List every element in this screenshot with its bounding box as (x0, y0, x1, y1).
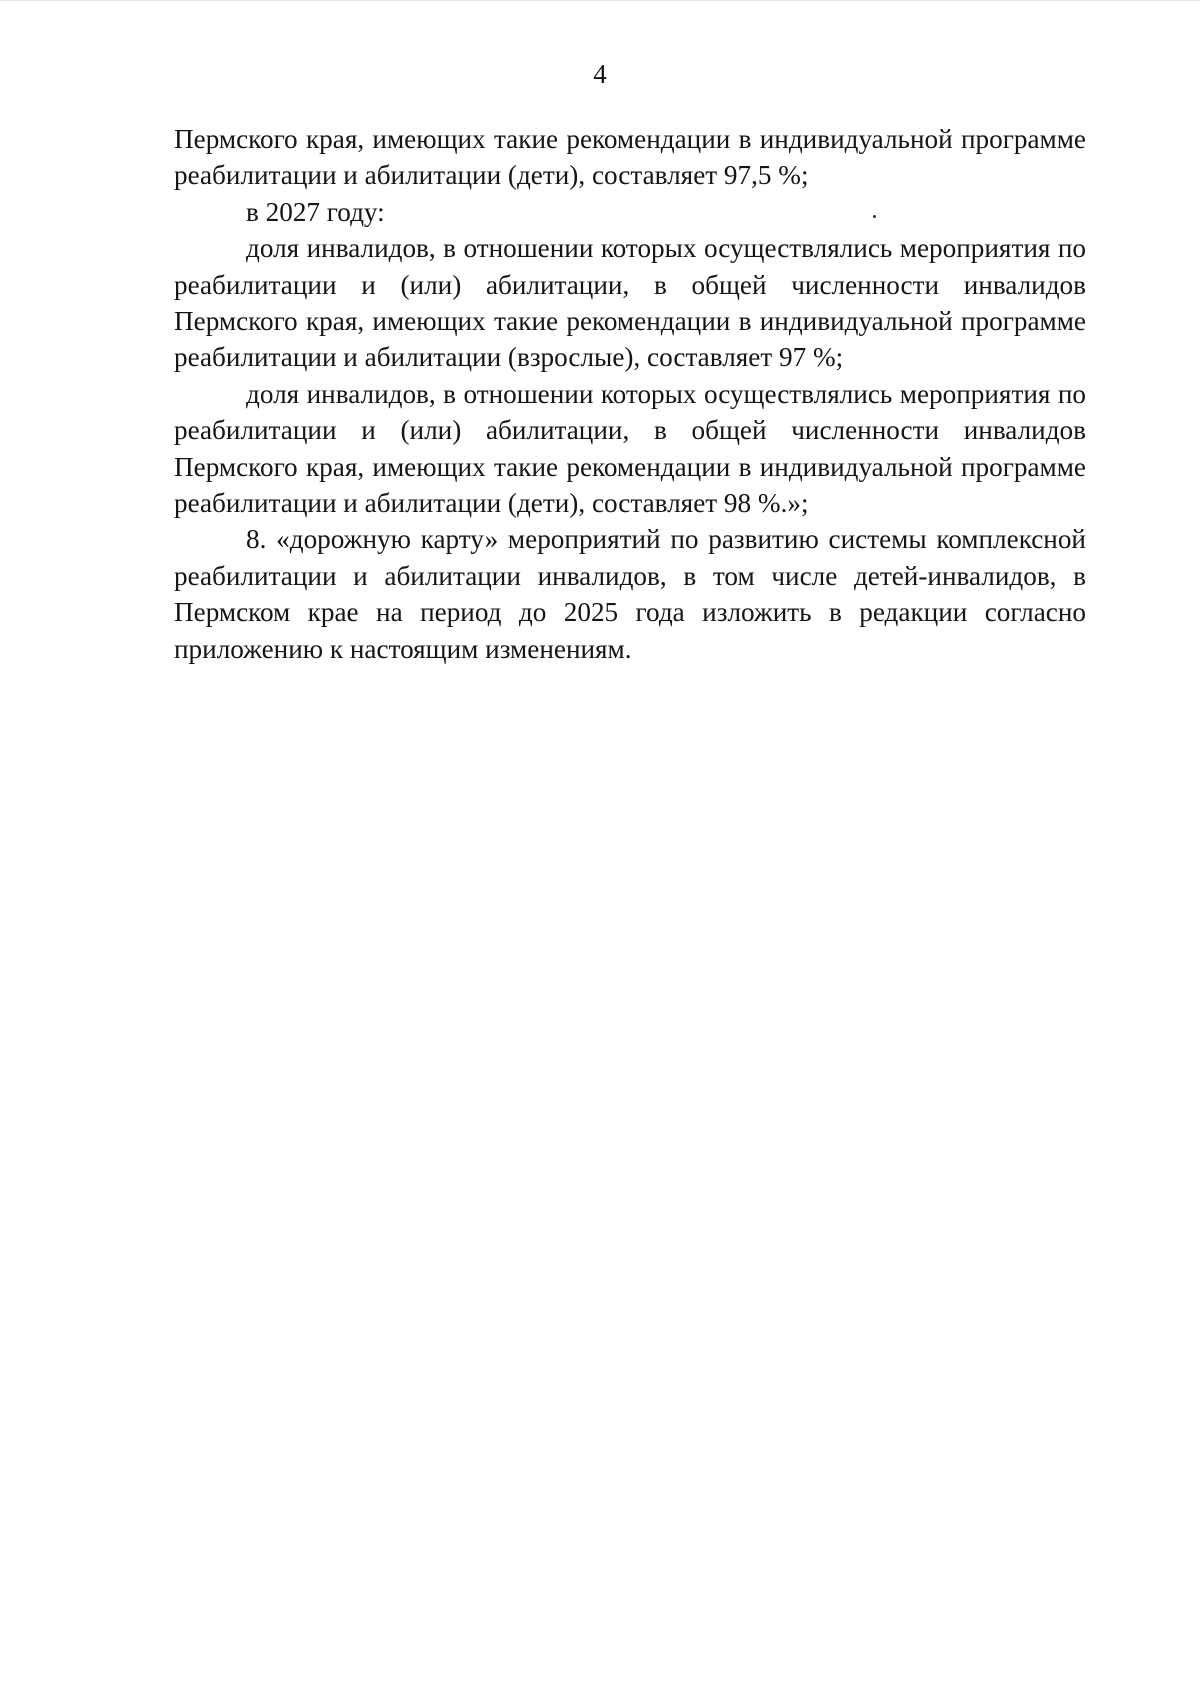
paragraph-children-share: доля инвалидов, в отношении которых осуществлялись мероприятия по реабилитации и (или) абилитации, в общей численности инвалидов Пермского края, имеющих такие рекомендации в индивидуальной программе реабилитации и абилитации (дети), составляет 98 %.»; (174, 378, 1086, 519)
scan-artifact-dot (873, 215, 876, 218)
paragraph-continuation: Пермского края, имеющих такие рекомендации в индивидуальной программе реабилитации и абилитации (дети), составляет 97,5 %; (174, 124, 1086, 191)
paragraph-adults-share: доля инвалидов, в отношении которых осуществлялись мероприятия по реабилитации и (или) абилитации, в общей численности инвалидов Пермского края, имеющих такие рекомендации в индивидуальной программе реабилитации и абилитации (взрослые), составляет 97 %; (174, 233, 1086, 373)
document-body (174, 121, 1086, 667)
page-number: 4 (593, 59, 607, 89)
paragraph-year-heading: в 2027 году: (246, 196, 385, 227)
paragraph-roadmap-item: 8. «дорожную карту» мероприятий по развитию системы комплексной реабилитации и абилитации инвалидов, в том числе детей-инвалидов, в Пермском крае на период до 2025 года изложить в редакции согласно приложению к настоящим изменениям. (174, 524, 1086, 664)
